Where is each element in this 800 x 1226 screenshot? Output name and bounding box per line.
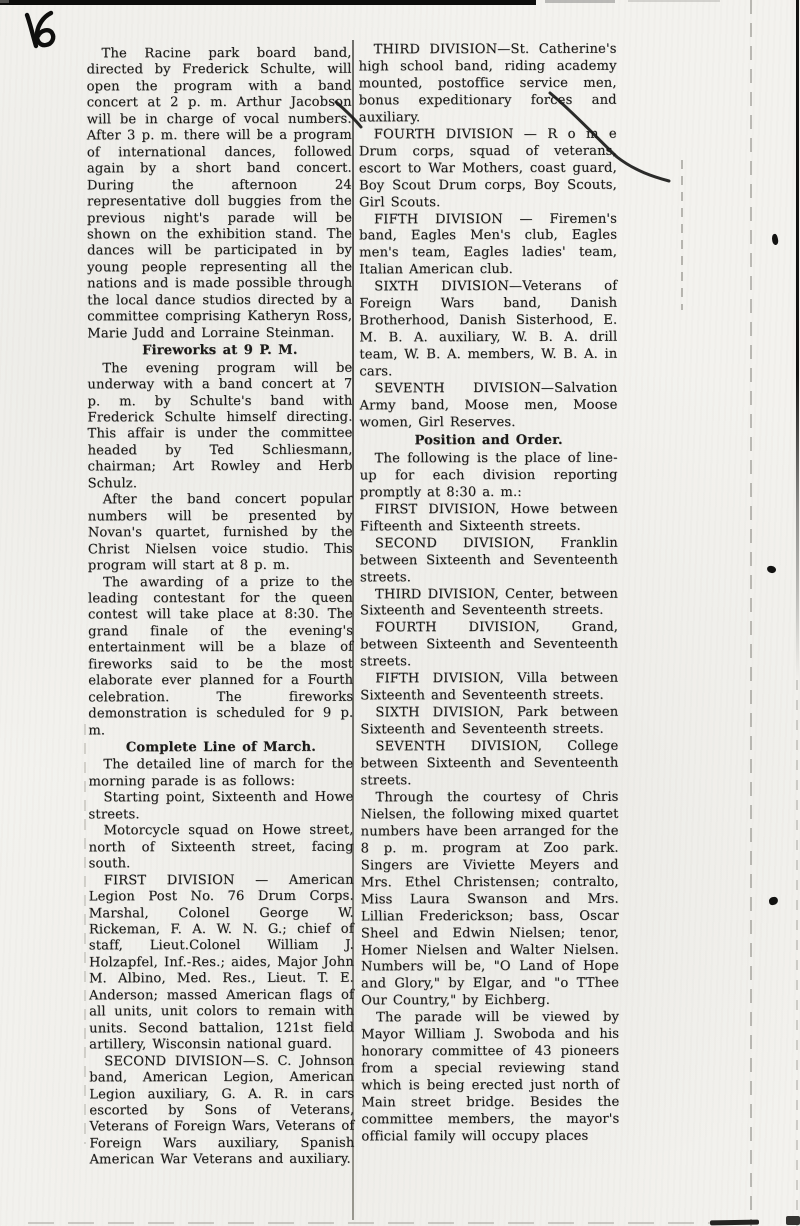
clipping-right-rule	[750, 0, 752, 1226]
film-edge-bottom-dash	[786, 1216, 800, 1225]
film-edge-right-line	[796, 0, 799, 680]
article-paragraph: SIXTH DIVISION—Veterans of Foreign Wars band, Danish Brotherhood, Danish Sisterhood, E. M. B. A. auxiliary, W. B. A. drill team, W. B. A. members, W. B. A. in cars.	[359, 279, 618, 380]
clipping-rule-fragment	[681, 160, 683, 310]
article-paragraph: SECOND DIVISION—S. C. Johnson band, American Legion, American Legion auxiliary, G. A. R. in cars escorted by Sons of Veterans, Veterans of Foreign Wars, Veterans of Foreign Wars auxiliary, Spanish American War Veterans and auxiliary.	[89, 1053, 355, 1168]
article-paragraph: FOURTH DIVISION, Grand, between Sixteenth and Seventeenth streets.	[360, 620, 619, 670]
article-paragraph: THIRD DIVISION—St. Catherine's high school band, riding academy mounted, postoffice service men, bonus expeditionary forces and auxiliary.	[358, 41, 617, 126]
film-edge-top-dash	[545, 0, 615, 3]
article-column-right	[359, 42, 620, 1147]
article-paragraph: FOURTH DIVISION — R o m e Drum corps, squad of veterans, escort to War Mothers, coast guard, Boy Scout Drum corps, Boy Scouts, Girl Scouts.	[358, 126, 617, 210]
article-column-left	[87, 46, 355, 1170]
film-edge-bottom-line	[28, 1222, 712, 1224]
film-edge-right-line-faint	[796, 680, 798, 1226]
article-paragraph: SEVENTH DIVISION, College between Sixteenth and Seventeenth streets.	[360, 738, 619, 789]
article-paragraph: FIFTH DIVISION, Villa between Sixteenth and Seventeenth streets.	[360, 670, 619, 704]
ink-speck	[769, 897, 779, 906]
article-paragraph: Through the courtesy of Chris Nielsen, the following mixed quartet numbers have been arranged for the 8 p. m. program at Zoo park. Singers are Viviette Meyers and Mrs. Ethel Christensen; contralto, Miss Laura Swanson and Mrs. Lillian Frederickson; bass, Oscar Sheel and Edwin Nielsen; tenor, Homer Nielsen and Walter Nielsen. Numbers will be, "O Land of Hope and Glory," by Elgar, and "o TThee Our Country," by Eichberg.	[360, 789, 620, 1009]
article-paragraph: The parade will be viewed by Mayor William J. Swoboda and his honorary committee of 43 pioneers from a special reviewing stand which is being erected just north of Main street bridge. Besides the committee members, the mayor's official family will occupy places	[361, 1009, 620, 1145]
article-paragraph: SIXTH DIVISION, Park between Sixteenth and Seventeenth streets.	[360, 704, 619, 738]
article-paragraph: The evening program will be underway with a band concert at 7 p. m. by Schulte's band with Frederick Schulte himself directing. This affair is under the committee headed by Ted Schliesmann, chairman; Art Rowley and Herb Schulz.	[87, 360, 353, 492]
section-heading: Fireworks at 9 P. M.	[142, 342, 298, 359]
film-edge-bottom-dash	[710, 1220, 759, 1226]
film-edge-top-dash	[628, 0, 720, 2]
clipping-left-rule	[84, 724, 86, 1144]
handwritten-page-number	[10, 2, 68, 60]
film-edge-top-bar	[0, 0, 536, 5]
article-paragraph: FIRST DIVISION, Howe between Fifteenth and Sixteenth streets.	[359, 501, 618, 535]
ink-speck	[771, 233, 779, 245]
article-paragraph: Motorcycle squad on Howe street, north of Sixteenth street, facing south.	[88, 822, 354, 872]
article-paragraph: FIRST DIVISION — American Legion Post No. 76 Drum Corps. Marshal, Colonel George W. Rickeman, F. A. W. N. G.; chief of staff, Lieut.Colonel William J. Holzapfel, Inf.-Res.; aides, Major John M. Albino, Med. Res., Lieut. T. E. Anderson; massed American flags of all units, unit colors to remain with units. Second battalion, 121st field artillery, Wisconsin national guard.	[88, 872, 355, 1053]
article-paragraph: SEVENTH DIVISION—Salvation Army band, Moose men, Moose women, Girl Reserves.	[359, 380, 618, 431]
article-paragraph: The Racine park board band, directed by Frederick Schulte, will open the program with a band concert at 2 p. m. Arthur Jacobson will be in charge of vocal numbers. After 3 p. m. there will be a program of international dances, followed again by a short band concert. During the afternoon 24 representative doll buggies from the previous night's parade will be shown on the exhibition stand. The dances will be participated in by young people representing all the nations and is made possible through the local dance studios directed by a committee comprising Katheryn Ross, Marie Judd and Lorraine Steinman.	[86, 45, 353, 342]
article-paragraph: FIFTH DIVISION — Firemen's band, Eagles Men's club, Eagles men's team, Eagles ladies' team, Italian American club.	[359, 211, 618, 278]
ink-speck	[767, 565, 777, 573]
article-paragraph: After the band concert popular numbers will be presented by Novan's quartet, furnished by the Christ Nielsen voice studio. This program will start at 8 p. m.	[87, 491, 353, 574]
section-heading: Position and Order.	[414, 432, 563, 449]
article-paragraph: The detailed line of march for the morning parade is as follows:	[88, 757, 354, 790]
article-paragraph: The following is the place of line-up for each division reporting promptly at 8:30 a. m.:	[359, 450, 618, 501]
article-paragraph: SECOND DIVISION, Franklin between Sixteenth and Seventeenth streets.	[359, 535, 618, 585]
article-paragraph: Starting point, Sixteenth and Howe streets.	[88, 790, 354, 823]
section-heading: Complete Line of March.	[125, 739, 316, 756]
article-paragraph: The awarding of a prize to the leading contestant for the queen contest will take place at 8:30. The grand finale of the evening's entertainment will be a blaze of fireworks said to be the most elaborate ever planned for a Fourth celebration. The fireworks demonstration is scheduled for 9 p. m.	[87, 574, 354, 738]
film-edge-corner-dash	[0, 0, 9, 3]
article-paragraph: THIRD DIVISION, Center, between Sixteenth and Seventeenth streets.	[360, 586, 619, 619]
